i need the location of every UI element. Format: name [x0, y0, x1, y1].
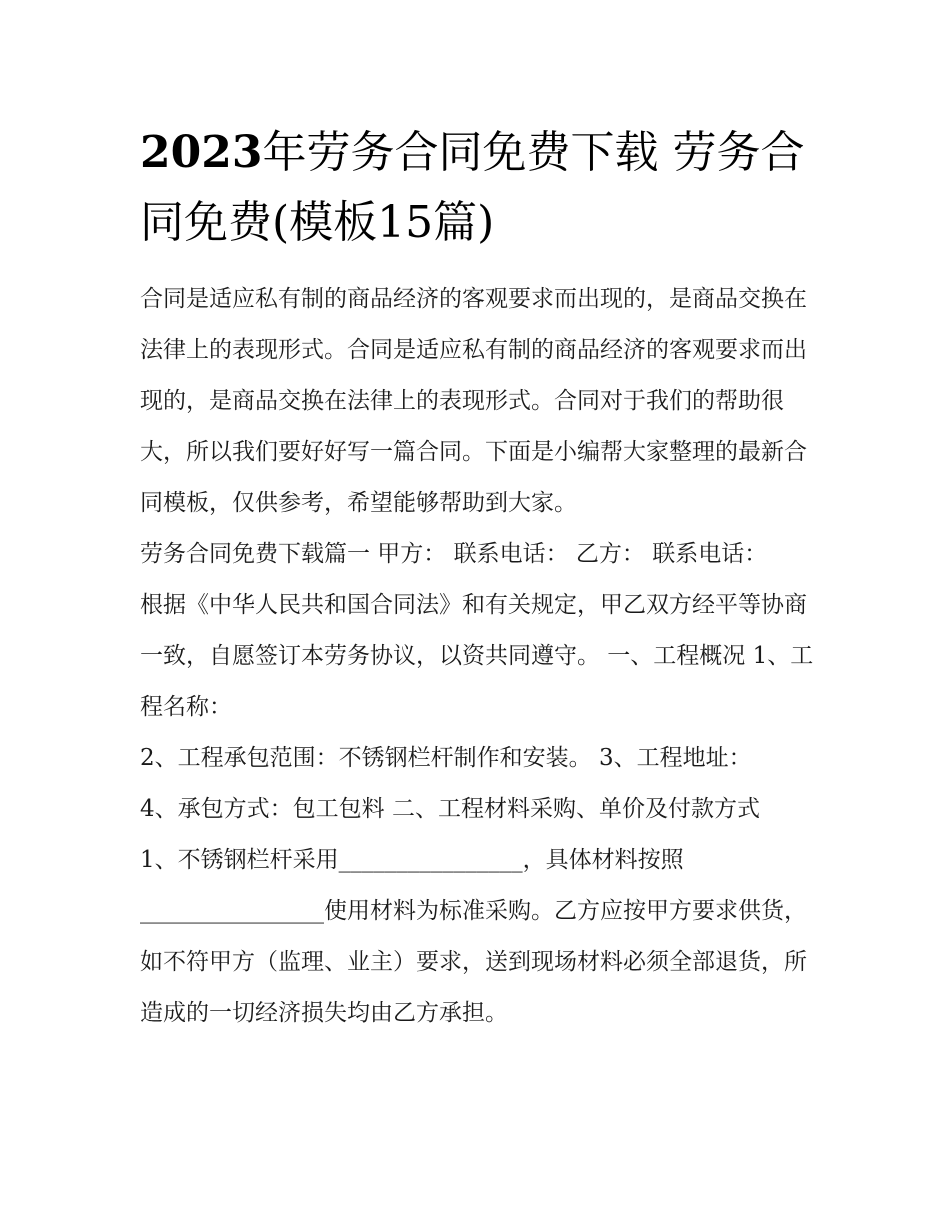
document-title	[140, 118, 820, 258]
parties-paragraph: 劳务合同免费下载篇一 甲方： 联系电话： 乙方： 联系电话：	[140, 541, 768, 567]
title-year: 2023	[140, 127, 263, 178]
basis-paragraph: 根据《中华人民共和国合同法》和有关规定，甲乙双方经平等协商一致，自愿签订本劳务协议，以资共同遵守。 一、工程概况 1、工程名称：	[140, 592, 814, 720]
materials-paragraph: 1、不锈钢栏杆采用________________，具体材料按照________________使用材料为标准采购。乙方应按甲方要求供货，如不符甲方（监理、业主）要求，送到现场材料必须全部退货，所造成的一切经济损失均由乙方承担。	[140, 847, 807, 1026]
intro-paragraph: 合同是适应私有制的商品经济的客观要求而出现的，是商品交换在法律上的表现形式。合同是适应私有制的商品经济的客观要求而出现的，是商品交换在法律上的表现形式。合同对于我们的帮助很大，所以我们要好好写一篇合同。下面是小编帮大家整理的最新合同模板，仅供参考，希望能够帮助到大家。	[140, 286, 807, 516]
scope-paragraph: 2、工程承包范围：不锈钢栏杆制作和安装。 3、工程地址：	[140, 745, 752, 771]
method-paragraph: 4、承包方式：包工包料 二、工程材料采购、单价及付款方式	[140, 796, 760, 822]
title-text: 年劳务合同免费下载 劳务合同免费(模板15篇)	[140, 127, 805, 248]
document-body	[140, 274, 820, 1039]
